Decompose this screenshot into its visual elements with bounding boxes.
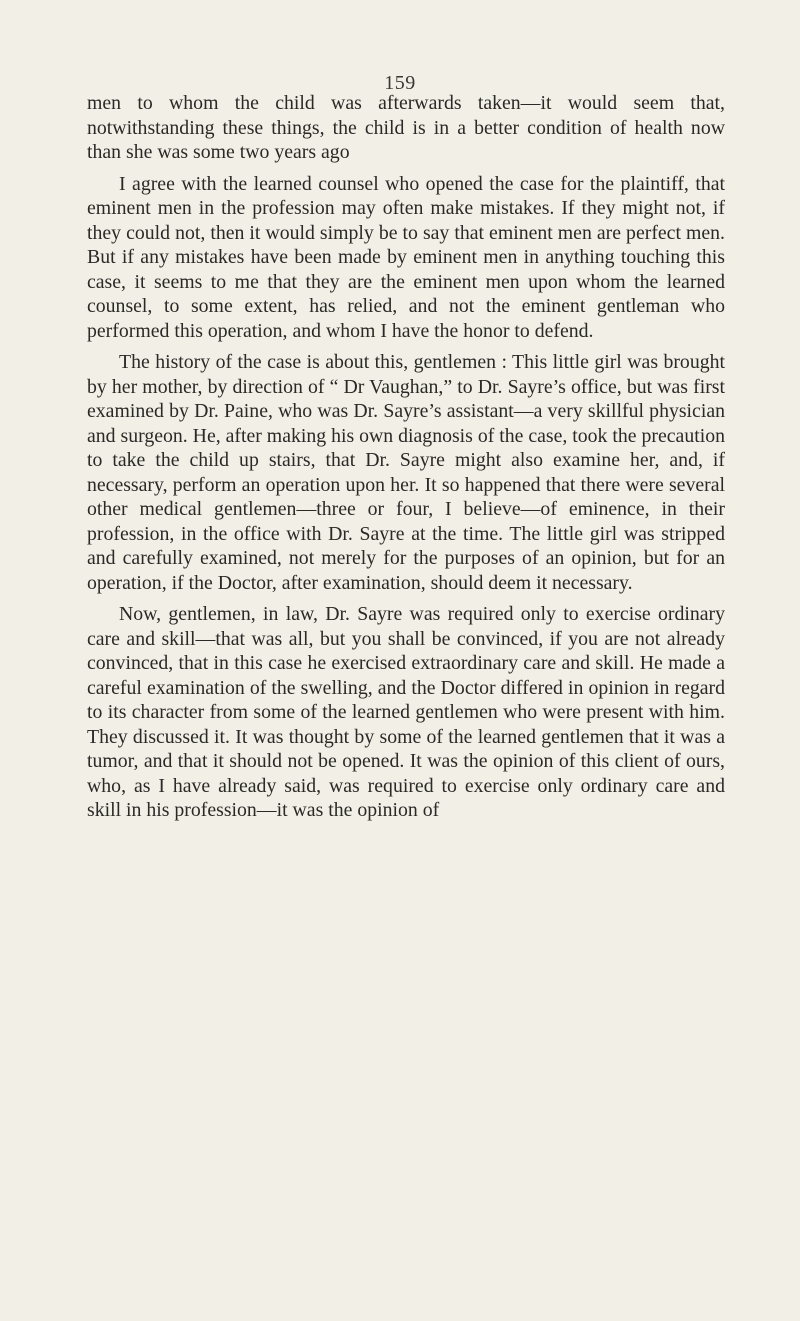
body-text — [87, 91, 725, 823]
paragraph-continuation: men to whom the child was afterwards taken—it would seem that, notwithstanding these things, the child is in a better condition of health now than she was some two years ago — [87, 92, 725, 163]
paragraph-case-history: The history of the case is about this, gentlemen : This little girl was brought by her mother, by direction of “ Dr Vaughan,” to Dr. Sayre’s office, but was first examined by Dr. Paine, who was Dr. Sayre’s assistant—a very skillful physician and surgeon. He, after making his own diagnosis of the case, took the precaution to take the child up stairs, that Dr. Sayre might also examine her, and, if necessary, perform an operation upon her. It so happened that there were several other medical gentlemen—three or four, I believe—of eminence, in their profession, in the office with Dr. Sayre at the time. The little girl was stripped and carefully examined, not merely for the purposes of an opinion, but for an operation, if the Doctor, after examination, should deem it necessary. — [87, 351, 725, 594]
page-number: 159 — [384, 72, 416, 94]
paragraph-ordinary-care: Now, gentlemen, in law, Dr. Sayre was required only to exercise ordinary care and skill—that was all, but you shall be convinced, if you are not already convinced, that in this case he exercised extraordinary care and skill. He made a careful examination of the swelling, and the Doctor differed in opinion in regard to its character from some of the learned gentlemen who were present with him. They discussed it. It was thought by some of the learned gentlemen that it was a tumor, and that it should not be opened. It was the opinion of this client of ours, who, as I have already said, was required to exercise only ordinary care and skill in his profession—it was the opinion of — [87, 603, 725, 821]
paragraph-eminent-men: I agree with the learned counsel who opened the case for the plaintiff, that eminent men in the profession may often make mistakes. If they might not, if they could not, then it would simply be to say that eminent men are perfect men. But if any mistakes have been made by eminent men in anything touching this case, it seems to me that they are the eminent men upon whom the learned counsel, to some extent, has relied, and not the eminent gentleman who performed this operation, and whom I have the honor to defend. — [87, 172, 725, 342]
